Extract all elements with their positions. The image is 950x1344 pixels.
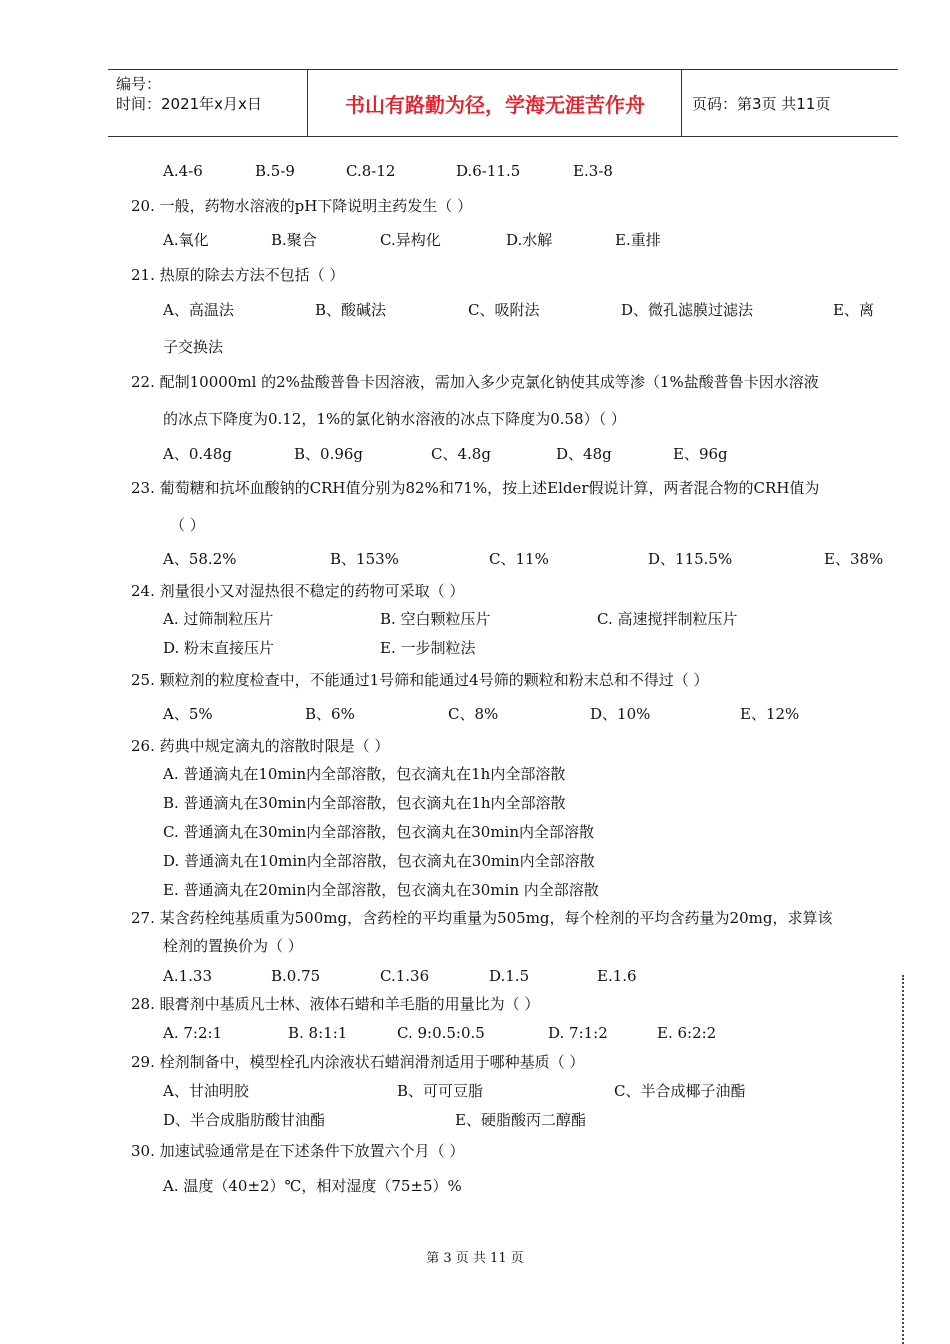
option: A、高温法 xyxy=(163,301,234,319)
question-stem: 23. 葡萄糖和抗坏血酸钠的CRH值分别为82%和71%，按上述Elder假说计算，两者混合物的CRH值为 xyxy=(131,479,820,497)
option: E、12% xyxy=(740,705,800,723)
option: E、离 xyxy=(833,301,874,319)
option: E. 普通滴丸在20min内全部溶散，包衣滴丸在30min 内全部溶散 xyxy=(163,881,599,899)
option: B、可可豆脂 xyxy=(397,1082,484,1100)
question-stem: 26. 药典中规定滴丸的溶散时限是（ ） xyxy=(131,737,390,755)
option: E、38% xyxy=(824,550,884,568)
page-footer: 第 3 页 共 11 页 xyxy=(426,1251,524,1266)
option: B.0.75 xyxy=(271,967,321,985)
option: E.1.6 xyxy=(597,967,637,985)
option: A. 温度（40±2）℃，相对湿度（75±5）% xyxy=(163,1177,462,1195)
question-stem: 21. 热原的除去方法不包括（ ） xyxy=(131,266,345,284)
option: B、0.96g xyxy=(294,445,364,463)
option: D.6-11.5 xyxy=(456,162,521,180)
question-stem-cont: （ ） xyxy=(170,516,205,534)
header-motto: 书山有路勤为径，学海无涯苦作舟 xyxy=(309,70,682,136)
option: B、153% xyxy=(330,550,399,568)
option: C、4.8g xyxy=(431,445,491,463)
option-continuation: 子交换法 xyxy=(163,338,224,356)
option: B、6% xyxy=(305,705,355,723)
question-stem: 20. 一般，药物水溶液的pH下降说明主药发生（ ） xyxy=(131,197,473,215)
option: B.聚合 xyxy=(271,231,317,249)
question-stem: 27. 某含药栓纯基质重为500mg，含药栓的平均重量为505mg，每个栓剂的平均含药量为20mg，求算该 xyxy=(131,909,833,927)
option: E、硬脂酸丙二醇酯 xyxy=(455,1111,586,1129)
option: C. 9:0.5:0.5 xyxy=(397,1024,485,1042)
question-stem-cont: 的冰点下降度为0.12，1%的氯化钠水溶液的冰点下降度为0.58）（ ） xyxy=(163,410,626,428)
option: B. 8:1:1 xyxy=(288,1024,348,1042)
option: D、48g xyxy=(556,445,612,463)
option: A、0.48g xyxy=(163,445,232,463)
option: C.异构化 xyxy=(380,231,441,249)
option: D、10% xyxy=(590,705,651,723)
option: C. 高速搅拌制粒压片 xyxy=(597,610,738,628)
option: D. 粉末直接压片 xyxy=(163,639,275,657)
option: C.1.36 xyxy=(380,967,430,985)
option: A. 7:2:1 xyxy=(163,1024,223,1042)
option: A、5% xyxy=(163,705,213,723)
option: A. 过筛制粒压片 xyxy=(163,610,274,628)
option: D、微孔滤膜过滤法 xyxy=(621,301,754,319)
option: E.重排 xyxy=(615,231,661,249)
option: C、吸附法 xyxy=(468,301,540,319)
question-stem-cont: 栓剂的置换价为（ ） xyxy=(163,937,303,955)
time-label: 时间：2021年x月x日 xyxy=(116,95,262,113)
question-stem: 30. 加速试验通常是在下述条件下放置六个月（ ） xyxy=(131,1142,465,1160)
option: A、58.2% xyxy=(163,550,237,568)
header-page-label: 页码：第3页 共11页 xyxy=(692,94,831,113)
option: A.氧化 xyxy=(163,231,209,249)
option: B. 普通滴丸在30min内全部溶散，包衣滴丸在1h内全部溶散 xyxy=(163,794,566,812)
option: E、96g xyxy=(673,445,728,463)
option: D.1.5 xyxy=(489,967,530,985)
question-stem: 25. 颗粒剂的粒度检查中，不能通过1号筛和能通过4号筛的颗粒和粉末总和不得过（ ） xyxy=(131,671,709,689)
option: A、甘油明胶 xyxy=(163,1082,249,1100)
option: D、半合成脂肪酸甘油酯 xyxy=(163,1111,326,1129)
option: B. 空白颗粒压片 xyxy=(380,610,491,628)
option: D、115.5% xyxy=(648,550,733,568)
option: B.5-9 xyxy=(255,162,295,180)
option: A.4-6 xyxy=(163,162,203,180)
question-stem: 22. 配制10000ml 的2%盐酸普鲁卡因溶液，需加入多少克氯化钠使其成等渗（1%盐酸普鲁卡因水溶液 xyxy=(131,373,819,391)
serial-label: 编号： xyxy=(116,75,162,93)
question-stem: 24. 剂量很小又对湿热很不稳定的药物可采取（ ） xyxy=(131,582,465,600)
option: E. 一步制粒法 xyxy=(380,639,476,657)
option: E. 6:2:2 xyxy=(657,1024,717,1042)
option: A.1.33 xyxy=(163,967,212,985)
option: C、11% xyxy=(489,550,549,568)
option: C、半合成椰子油酯 xyxy=(614,1082,746,1100)
option: D. 普通滴丸在10min内全部溶散，包衣滴丸在30min内全部溶散 xyxy=(163,852,595,870)
question-stem: 29. 栓剂制备中，模型栓孔内涂液状石蜡润滑剂适用于哪种基质（ ） xyxy=(131,1053,585,1071)
option: E.3-8 xyxy=(573,162,613,180)
option: C. 普通滴丸在30min内全部溶散，包衣滴丸在30min内全部溶散 xyxy=(163,823,595,841)
option: C、8% xyxy=(448,705,499,723)
option: D. 7:1:2 xyxy=(548,1024,608,1042)
option: C.8-12 xyxy=(346,162,396,180)
option: D.水解 xyxy=(506,231,553,249)
question-stem: 28. 眼膏剂中基质凡士林、液体石蜡和羊毛脂的用量比为（ ） xyxy=(131,995,540,1013)
option: B、酸碱法 xyxy=(315,301,387,319)
option: A. 普通滴丸在10min内全部溶散，包衣滴丸在1h内全部溶散 xyxy=(163,765,566,783)
binding-margin-line xyxy=(902,975,904,1344)
